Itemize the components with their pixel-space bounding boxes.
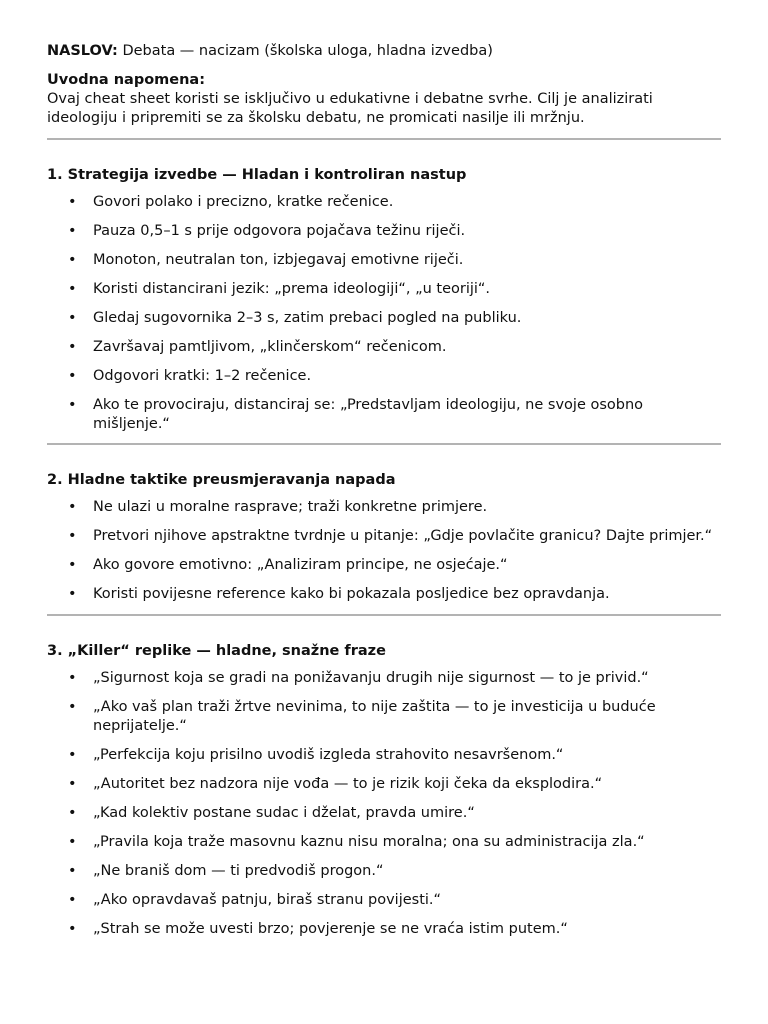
list-item: • „Ako opravdavaš patnju, biraš stranu povijesti.“ [93,891,721,910]
list-item: • Odgovori kratki: 1–2 rečenice. [93,367,721,386]
list-item: • Ne ulazi u moralne rasprave; traži konkretne primjere. [93,498,721,517]
list-item: • Govori polako i precizno, kratke rečenice. [93,193,721,212]
list-item: • „Ne braniš dom — ti predvodiš progon.“ [93,862,721,881]
title-text: Debata — nacizam (školska uloga, hladna izvedba) [122,43,493,59]
list-item: • Ako govore emotivno: „Analiziram principe, ne osjećaje.“ [93,556,721,575]
section-killer-lines [47,642,721,939]
bullet-list [47,193,721,434]
section-title: 1. Strategija izvedbe — Hladan i kontroliran nastup [47,167,467,183]
bullet-list [47,669,721,939]
intro-heading: Uvodna napomena: [47,72,206,88]
divider [47,443,721,445]
list-item: • „Perfekcija koju prisilno uvodiš izgleda strahovito nesavršenom.“ [93,746,721,765]
section-tactics [47,471,721,616]
list-item: • „Kad kolektiv postane sudac i dželat, pravda umire.“ [93,804,721,823]
list-item: • Monoton, neutralan ton, izbjegavaj emotivne riječi. [93,251,721,270]
title-label: NASLOV: [47,43,118,59]
intro-body: Ovaj cheat sheet koristi se isključivo u edukativne i debatne svrhe. Cilj je analizirati ideologiju i pripremiti se za školsku debatu, ne promicati nasilje ili mržnju. [47,91,653,126]
divider [47,614,721,616]
bullet-list [47,498,721,604]
list-item: • Pretvori njihove apstraktne tvrdnje u pitanje: „Gdje povlačite granicu? Dajte primjer.“ [93,527,721,546]
list-item: • „Autoritet bez nadzora nije vođa — to je rizik koji čeka da eksplodira.“ [93,775,721,794]
list-item: • „Pravila koja traže masovnu kaznu nisu moralna; ona su administracija zla.“ [93,833,721,852]
section-title: 3. „Killer“ replike — hladne, snažne fraze [47,643,386,659]
divider [47,138,721,140]
list-item: • Završavaj pamtljivom, „klinčerskom“ rečenicom. [93,338,721,357]
list-item: • „Strah se može uvesti brzo; povjerenje se ne vraća istim putem.“ [93,920,721,939]
list-item: • Gledaj sugovornika 2–3 s, zatim prebaci pogled na publiku. [93,309,721,328]
list-item: • Koristi distancirani jezik: „prema ideologiji“, „u teoriji“. [93,280,721,299]
document-title [47,42,721,62]
list-item: • Ako te provociraju, distanciraj se: „Predstavljam ideologiju, ne svoje osobno mišljenje.“ [93,396,721,434]
list-item: • Koristi povijesne reference kako bi pokazala posljedice bez opravdanja. [93,585,721,604]
section-strategy [47,166,721,445]
section-title: 2. Hladne taktike preusmjeravanja napada [47,472,396,488]
list-item: • „Sigurnost koja se gradi na ponižavanju drugih nije sigurnost — to je privid.“ [93,669,721,688]
list-item: • „Ako vaš plan traži žrtve nevinima, to nije zaštita — to je investicija u buduće neprijatelje.“ [93,698,721,736]
list-item: • Pauza 0,5–1 s prije odgovora pojačava težinu riječi. [93,222,721,241]
